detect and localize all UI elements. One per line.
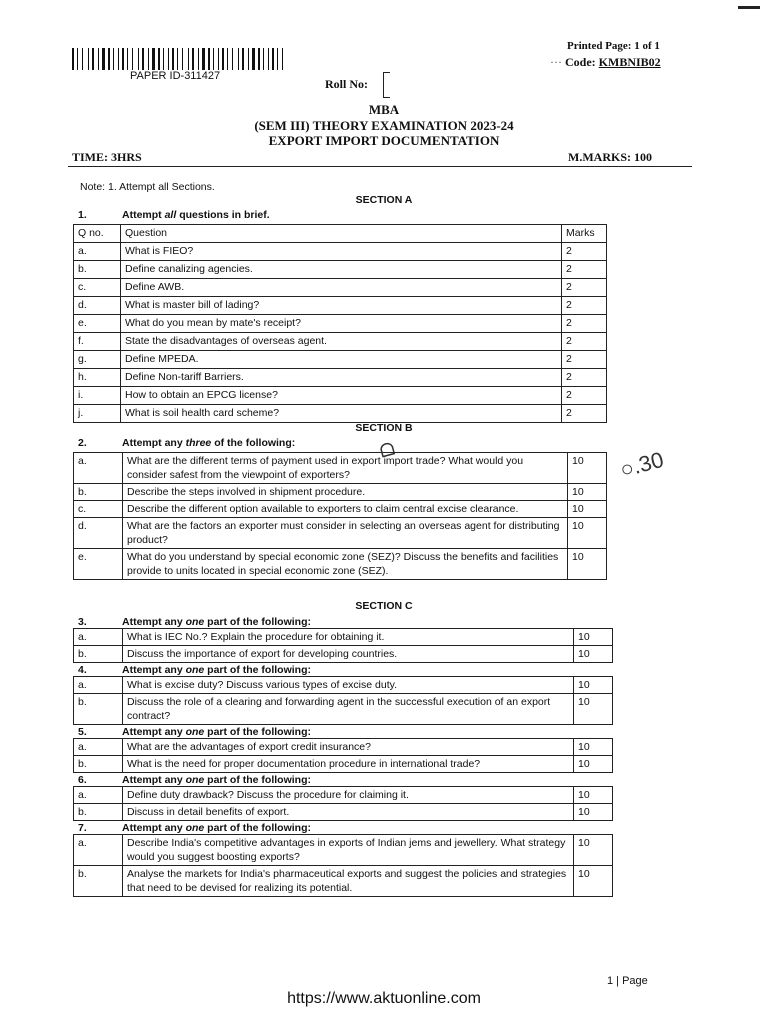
col-marks: Marks [562, 225, 607, 243]
section-a-question: What is soil health card scheme? [121, 405, 562, 423]
section-a-qno: a. [74, 243, 121, 261]
table-row [74, 629, 613, 646]
table-row [74, 518, 607, 549]
section-c-question: Analyse the markets for India's pharmaceutical exports and suggest the policies and strategies that need to be devised for realizing its potential. [123, 866, 574, 897]
roll-no-box [383, 72, 390, 98]
table-row [74, 501, 607, 518]
section-a-question: State the disadvantages of overseas agent. [121, 333, 562, 351]
section-c-question: Discuss the importance of export for developing countries. [123, 646, 574, 663]
section-c-qno: a. [74, 677, 123, 694]
section-a-marks: 2 [562, 351, 607, 369]
section-b-marks: 10 [568, 518, 607, 549]
table-row [74, 787, 613, 804]
section-a-qno: e. [74, 315, 121, 333]
section-c-qno: a. [74, 629, 123, 646]
col-question: Question [121, 225, 562, 243]
section-a-qno: i. [74, 387, 121, 405]
section-b-qno: e. [74, 549, 123, 580]
handwritten-scribble: ᗝ [377, 438, 398, 462]
section-c-qno: b. [74, 866, 123, 897]
section-b-qno: c. [74, 501, 123, 518]
section-a-question: How to obtain an EPCG license? [121, 387, 562, 405]
table-row [74, 279, 607, 297]
section-c-marks: 10 [574, 787, 613, 804]
table-header-row [74, 225, 607, 243]
q2-number: 2. [78, 437, 87, 449]
question-number: 5. [78, 726, 87, 738]
question-number: 4. [78, 664, 87, 676]
section-a-qno: j. [74, 405, 121, 423]
table-row [74, 549, 607, 580]
table-row [74, 387, 607, 405]
section-c-question: What is excise duty? Discuss various types of excise duty. [123, 677, 574, 694]
section-c-marks: 10 [574, 694, 613, 725]
section-c-marks: 10 [574, 646, 613, 663]
section-b-question: Describe the different option available to exporters to claim central excise clearance. [123, 501, 568, 518]
section-c-question: Discuss in detail benefits of export. [123, 804, 574, 821]
section-c-qno: b. [74, 804, 123, 821]
section-c-question: What is the need for proper documentation procedure in international trade? [123, 756, 574, 773]
table-row [74, 694, 613, 725]
section-b-marks: 10 [568, 484, 607, 501]
section-a-qno: b. [74, 261, 121, 279]
section-c-qno: a. [74, 739, 123, 756]
table-row [74, 243, 607, 261]
page-number: 1 | Page [607, 975, 648, 987]
section-a-question: What is FIEO? [121, 243, 562, 261]
handwritten-scribble: ○.30 [617, 446, 667, 483]
section-a-qno: c. [74, 279, 121, 297]
question-heading: 6. Attempt any one part of the following: [78, 774, 311, 786]
section-b-qno: b. [74, 484, 123, 501]
question-table [73, 786, 613, 821]
section-c-marks: 10 [574, 866, 613, 897]
table-row [74, 804, 613, 821]
section-b-marks: 10 [568, 453, 607, 484]
section-a-marks: 2 [562, 297, 607, 315]
section-c-qno: b. [74, 694, 123, 725]
code-label: Code: [565, 55, 596, 69]
section-a-qno: g. [74, 351, 121, 369]
section-a-marks: 2 [562, 369, 607, 387]
table-row [74, 351, 607, 369]
section-c-title: SECTION C [355, 600, 413, 612]
section-b-qno: a. [74, 453, 123, 484]
table-row [74, 677, 613, 694]
section-a-marks: 2 [562, 387, 607, 405]
question-heading: 3. Attempt any one part of the following: [78, 616, 311, 628]
table-row [74, 261, 607, 279]
section-b-marks: 10 [568, 549, 607, 580]
section-b-question: What do you understand by special economic zone (SEZ)? Discuss the benefits and facilities provide to units located in special economic zone (SEZ). [123, 549, 568, 580]
section-c-marks: 10 [574, 804, 613, 821]
section-a-qno: h. [74, 369, 121, 387]
table-row [74, 484, 607, 501]
table-row [74, 866, 613, 897]
section-a-marks: 2 [562, 405, 607, 423]
section-a-title: SECTION A [355, 194, 413, 206]
table-row [74, 835, 613, 866]
table-row [74, 405, 607, 423]
col-qno: Q no. [74, 225, 121, 243]
table-row [74, 453, 607, 484]
question-number: 6. [78, 774, 87, 786]
section-a-question: Define MPEDA. [121, 351, 562, 369]
section-a-marks: 2 [562, 279, 607, 297]
section-b-title: SECTION B [355, 422, 413, 434]
table-row [74, 315, 607, 333]
section-b-question: Describe the steps involved in shipment procedure. [123, 484, 568, 501]
code-value: KMBNIB02 [598, 55, 661, 69]
exam-title: (SEM III) THEORY EXAMINATION 2023-24 [254, 118, 514, 133]
section-c-question: What is IEC No.? Explain the procedure for obtaining it. [123, 629, 574, 646]
section-a-question: Define Non-tariff Barriers. [121, 369, 562, 387]
section-a-question: Define canalizing agencies. [121, 261, 562, 279]
footer-url[interactable]: https://www.aktuonline.com [287, 990, 481, 1007]
section-a-marks: 2 [562, 243, 607, 261]
section-c-question: Describe India's competitive advantages in exports of Indian jems and jewellery. What strategy would you suggest boosting exports? [123, 835, 574, 866]
section-a-marks: 2 [562, 261, 607, 279]
section-c-marks: 10 [574, 677, 613, 694]
section-c-container [73, 615, 618, 897]
section-a-qno: f. [74, 333, 121, 351]
program-title: MBA [368, 102, 400, 117]
q1-heading: 1. Attempt all questions in brief. [78, 209, 270, 221]
table-row [74, 739, 613, 756]
question-table [73, 676, 613, 725]
question-table [73, 628, 613, 663]
subject-title: EXPORT IMPORT DOCUMENTATION [268, 133, 500, 148]
section-c-qno: b. [74, 756, 123, 773]
section-b-qno: d. [74, 518, 123, 549]
question-number: 3. [78, 616, 87, 628]
section-a-qno: d. [74, 297, 121, 315]
question-number: 7. [78, 822, 87, 834]
section-b-table [73, 452, 607, 580]
header-rule [68, 166, 692, 167]
table-row [74, 333, 607, 351]
section-a-question: What do you mean by mate's receipt? [121, 315, 562, 333]
section-c-qno: a. [74, 787, 123, 804]
section-b-question: What are the different terms of payment used in export import trade? What would you consider safest from the viewpoint of exporters? [123, 453, 568, 484]
roll-no-label: Roll No: [325, 77, 368, 91]
table-row [74, 297, 607, 315]
max-marks: M.MARKS: 100 [568, 150, 652, 164]
section-a-marks: 2 [562, 333, 607, 351]
table-row [74, 646, 613, 663]
section-c-marks: 10 [574, 835, 613, 866]
question-heading: 5. Attempt any one part of the following: [78, 726, 311, 738]
section-c-qno: a. [74, 835, 123, 866]
section-a-table [73, 224, 607, 423]
subject-code: ··· Code: KMBNIB02 [550, 55, 661, 69]
section-c-qno: b. [74, 646, 123, 663]
barcode-image [72, 48, 290, 70]
note-text: Note: 1. Attempt all Sections. [80, 181, 215, 193]
section-a-question: What is master bill of lading? [121, 297, 562, 315]
corner-mark [738, 6, 760, 9]
section-c-question: What are the advantages of export credit insurance? [123, 739, 574, 756]
section-c-question: Discuss the role of a clearing and forwarding agent in the successful execution of an export contract? [123, 694, 574, 725]
table-row [74, 369, 607, 387]
printed-page: Printed Page: 1 of 1 [567, 40, 660, 52]
table-row [74, 756, 613, 773]
section-a-marks: 2 [562, 315, 607, 333]
section-c-question: Define duty drawback? Discuss the procedure for claiming it. [123, 787, 574, 804]
section-c-marks: 10 [574, 756, 613, 773]
question-table [73, 738, 613, 773]
question-heading: 7. Attempt any one part of the following: [78, 822, 311, 834]
question-table [73, 834, 613, 897]
question-heading: 4. Attempt any one part of the following: [78, 664, 311, 676]
paper-id: PAPER ID-311427 [130, 70, 221, 82]
section-c-marks: 10 [574, 739, 613, 756]
q2-heading: 2. Attempt any three of the following: [78, 437, 296, 449]
time-label: TIME: 3HRS [72, 150, 142, 164]
section-b-question: What are the factors an exporter must consider in selecting an overseas agent for distributing product? [123, 518, 568, 549]
section-b-marks: 10 [568, 501, 607, 518]
section-c-marks: 10 [574, 629, 613, 646]
section-a-question: Define AWB. [121, 279, 562, 297]
q1-number: 1. [78, 209, 87, 221]
